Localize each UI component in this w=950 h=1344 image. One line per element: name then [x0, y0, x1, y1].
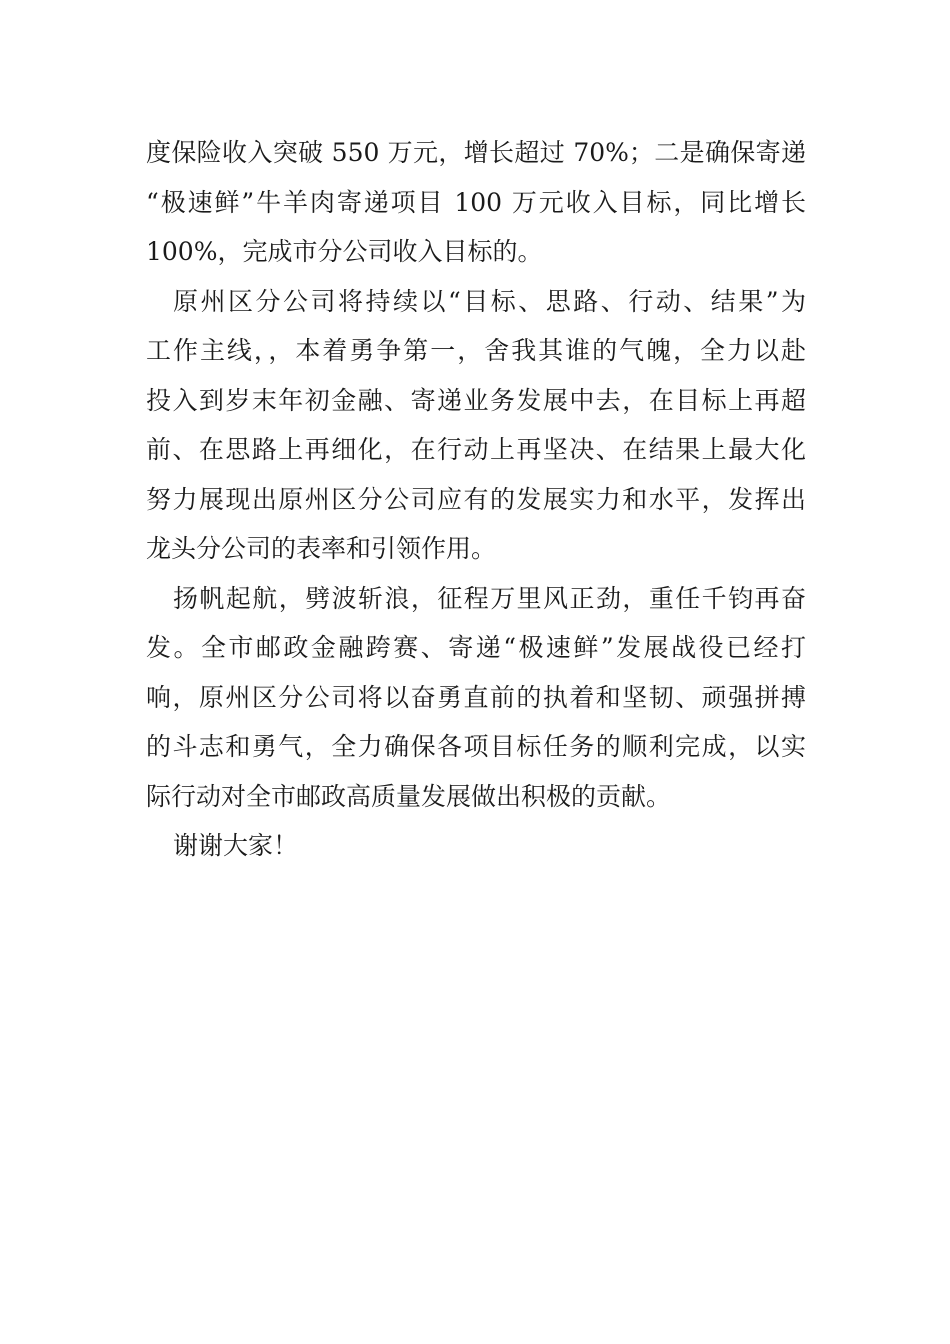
text-line: 响，原州区分公司将以奋勇直前的执着和坚韧、顽强拼搏: [146, 682, 806, 712]
paragraph-4: [146, 821, 806, 871]
text-line: 度保险收入突破 550 万元，增长超过 70%；二是确保寄递: [146, 138, 806, 167]
text-line: 发。全市邮政金融跨赛、寄递“极速鲜”发展战役已经打: [146, 633, 806, 662]
text-line: 投入到岁末年初金融、寄递业务发展中去，在目标上再超: [146, 385, 806, 415]
text-line: “极速鲜”牛羊肉寄递项目 100 万元收入目标，同比增长: [146, 187, 806, 217]
text-line: 扬帆起航，劈波斩浪，征程万里风正劲，重任千钧再奋: [173, 583, 806, 613]
closing-line: 谢谢大家！: [173, 831, 299, 860]
text-line: 努力展现出原州区分公司应有的发展实力和水平，发挥出: [146, 484, 806, 514]
document-body: [146, 128, 806, 871]
text-line: 100%，完成市分公司收入目标的。: [146, 237, 543, 266]
text-line: 工作主线，，本着勇争第一，舍我其谁的气魄，全力以赴: [146, 336, 806, 365]
paragraph-1: [146, 128, 806, 277]
paragraph-3: [146, 574, 806, 822]
text-line: 的斗志和勇气，全力确保各项目标任务的顺利完成，以实: [146, 732, 806, 761]
text-line: 际行动对全市邮政高质量发展做出积极的贡献。: [146, 781, 672, 811]
text-line: 前、在思路上再细化，在行动上再坚决、在结果上最大化: [146, 435, 806, 464]
text-line: 原州区分公司将持续以“目标、思路、行动、结果”为: [173, 286, 806, 316]
text-line: 龙头分公司的表率和引领作用。: [146, 534, 497, 563]
paragraph-2: [146, 277, 806, 574]
